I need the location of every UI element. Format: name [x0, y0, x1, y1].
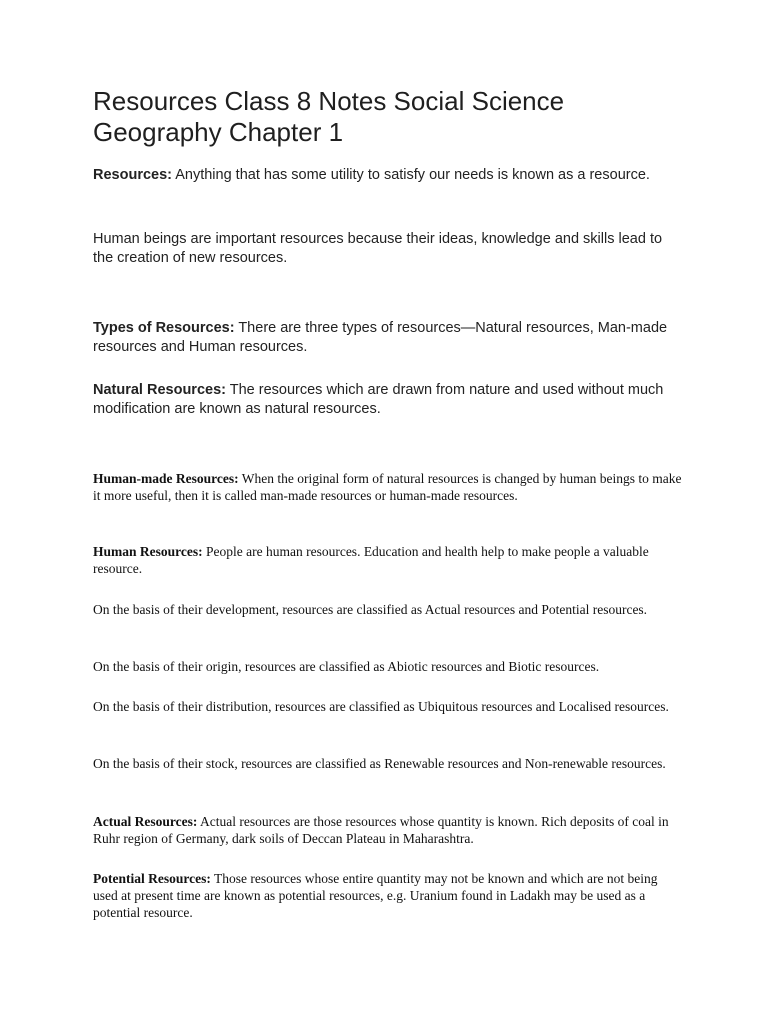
paragraph-text: The resources which are drawn from nature and used without much modification are known as natural resources.: [93, 382, 664, 417]
paragraph-text: When the original form of natural resources is changed by human beings to make it more useful, then it is called man-made resources or human-made resources.: [93, 471, 682, 503]
paragraph-text: On the basis of their origin, resources are classified as Abiotic resources and Biotic resources.: [93, 659, 600, 674]
term-label: Human-made Resources:: [93, 471, 239, 486]
paragraph-text: Actual resources are those resources whose quantity is known. Rich deposits of coal in Ruhr region of Germany, dark soils of Deccan Plateau in Maharashtra.: [93, 814, 669, 846]
term-label: Resources:: [93, 167, 172, 183]
paragraph-natural-resources: [93, 381, 683, 419]
paragraph-types-of-resources: [93, 319, 683, 357]
paragraph-text: On the basis of their stock, resources are classified as Renewable resources and Non-renewable resources.: [93, 756, 666, 771]
paragraph-text: Those resources whose entire quantity may not be known and which are not being used at present time are known as potential resources, e.g. Uranium found in Ladakh may be used as a potential resource.: [93, 871, 658, 920]
paragraph-basis-origin: [93, 658, 683, 675]
paragraph-text: On the basis of their development, resources are classified as Actual resources and Potential resources.: [93, 602, 648, 617]
term-label: Human Resources:: [93, 544, 203, 559]
paragraph-basis-distribution: [93, 698, 683, 715]
paragraph-text: Anything that has some utility to satisfy our needs is known as a resource.: [171, 167, 650, 183]
paragraph-potential-resources: [93, 870, 683, 921]
paragraph-human-beings: [93, 230, 683, 268]
paragraph-actual-resources: [93, 813, 683, 847]
paragraph-text: On the basis of their distribution, resources are classified as Ubiquitous resources and Localised resources.: [93, 699, 669, 714]
paragraph-resources: [93, 166, 683, 185]
term-label: Potential Resources:: [93, 871, 211, 886]
term-label: Natural Resources:: [93, 382, 226, 398]
term-label: Actual Resources:: [93, 814, 198, 829]
paragraph-human-made-resources: [93, 470, 683, 504]
paragraph-basis-development: [93, 601, 683, 618]
paragraph-text: There are three types of resources—Natural resources, Man-made resources and Human resources.: [93, 320, 668, 355]
paragraph-human-resources: [93, 543, 683, 577]
page-title: Resources Class 8 Notes Social Science Geography Chapter 1: [93, 86, 565, 147]
paragraph-text: People are human resources. Education and health help to make people a valuable resource.: [93, 544, 649, 576]
term-label: Types of Resources:: [93, 320, 235, 336]
paragraph-text: Human beings are important resources because their ideas, knowledge and skills lead to the creation of new resources.: [93, 231, 663, 266]
paragraph-basis-stock: [93, 755, 683, 772]
